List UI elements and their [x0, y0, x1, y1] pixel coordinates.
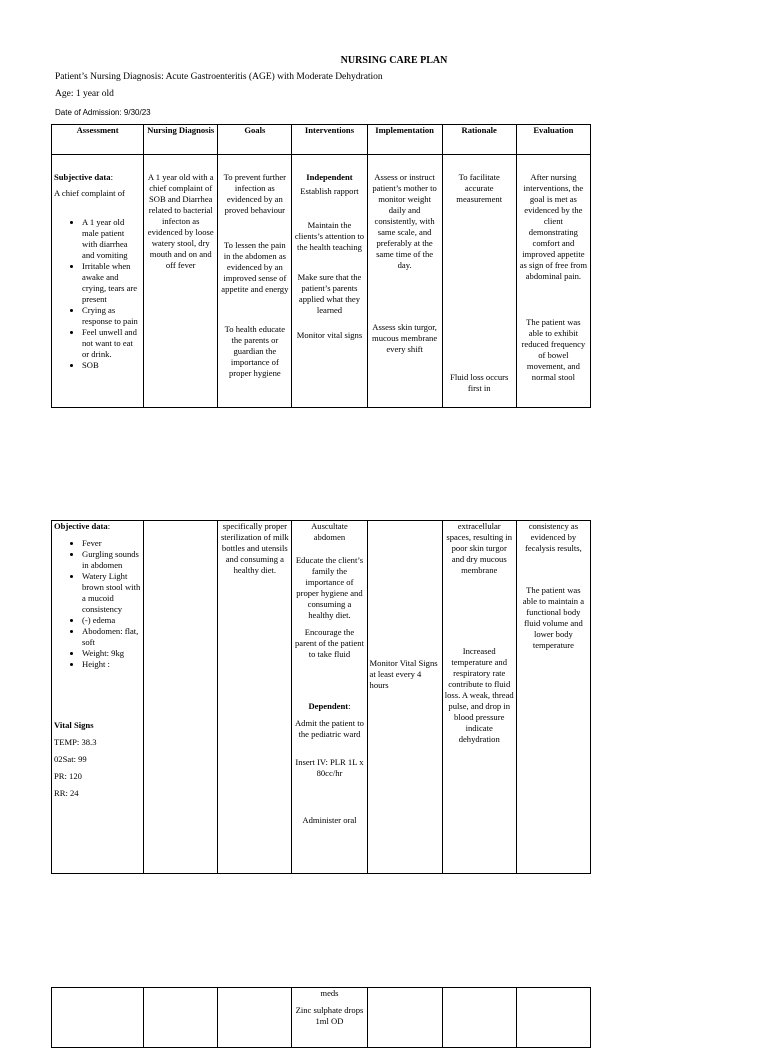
admission-line: Date of Admission: 9/30/23 [55, 108, 151, 117]
header-interventions: Interventions [292, 125, 367, 155]
intervention-text: Establish rapport [300, 186, 359, 196]
chief-complaint: A chief complaint of [54, 188, 125, 198]
intervention-text: Administer oral [302, 815, 357, 825]
intervention-text: Make sure that the patient’s parents applied what they learned [297, 272, 362, 315]
header-implementation: Implementation [367, 125, 442, 155]
vital-sign: PR: 120 [54, 771, 82, 781]
document-title: NURSING CARE PLAN [340, 55, 448, 66]
assessment-cell [52, 521, 144, 874]
vital-sign: TEMP: 38.3 [54, 737, 97, 747]
list-item: • Crying as response to pain [82, 305, 141, 327]
table-row [52, 155, 591, 408]
list-item: • Irritable when awake and crying, tears are present [82, 261, 141, 305]
header-nursing-diagnosis: Nursing Diagnosis [144, 125, 218, 155]
goal-text: To health educate the parents or guardian the importance of proper hygiene [224, 324, 286, 378]
objective-list [54, 538, 141, 670]
rationale-cell [442, 988, 516, 1048]
implementation-text: Assess skin turgor, mucous membrane every shift [372, 322, 438, 354]
list-item: • Weight: 9kg [82, 648, 141, 659]
subjective-colon: : [110, 172, 113, 182]
header-assessment: Assessment [52, 125, 144, 155]
care-plan-table-3 [51, 987, 591, 1048]
dependent-heading: Dependent [308, 701, 349, 711]
intervention-text: Zinc sulphate drops 1ml OD [295, 1005, 364, 1026]
interventions-cell [292, 155, 367, 408]
goals-cell [218, 988, 292, 1048]
evaluation-cell [516, 988, 590, 1048]
goal-text: To lessen the pain in the abdomen as evidenced by an improved sense of appetite and energy [221, 240, 289, 294]
intervention-text: Auscultate abdomen [311, 521, 348, 542]
list-item: • Abodomen: flat, soft [82, 626, 141, 648]
evaluation-cell [516, 155, 590, 408]
rationale-text: extracellular spaces, resulting in poor skin turgor and dry mucous membrane [446, 521, 513, 575]
goals-cell [218, 155, 292, 408]
assessment-cell [52, 155, 144, 408]
diagnosis-cell [144, 988, 218, 1048]
list-item: • (-) edema [82, 615, 141, 626]
evaluation-text: After nursing interventions, the goal is met as evidenced by the client demonstrating comfort and improved appetite as sign of free from abdominal pain. [519, 172, 588, 281]
intervention-text: Admit the patient to the pediatric ward [294, 718, 364, 739]
dependent-colon: : [348, 701, 351, 711]
list-item: • Gurgling sounds in abdomen [82, 549, 141, 571]
diagnosis-line: Patient’s Nursing Diagnosis: Acute Gastroenteritis (AGE) with Moderate Dehydration [55, 72, 383, 82]
list-item: • Height : [82, 659, 141, 670]
diagnosis-text: A 1 year old with a chief complaint of SOB and Diarrhea related to bacterial infecton as evidenced by loose watery stool, dry mouth and on and off fever [147, 172, 214, 270]
diagnosis-cell [144, 521, 218, 874]
vital-sign: RR: 24 [54, 788, 79, 798]
implementation-cell [367, 521, 442, 874]
interventions-cell [292, 988, 367, 1048]
header-rationale: Rationale [442, 125, 516, 155]
rationale-cell [442, 155, 516, 408]
header-goals: Goals [218, 125, 292, 155]
objective-heading: Objective data [54, 521, 108, 531]
independent-heading: Independent [306, 172, 353, 182]
intervention-text: Maintain the clients’s attention to the health teaching [294, 220, 365, 252]
table-row [52, 521, 591, 874]
intervention-text: meds [320, 988, 339, 998]
rationale-cell [442, 521, 516, 874]
objective-colon: : [107, 521, 111, 531]
care-plan-table-1 [51, 124, 591, 408]
interventions-cell [292, 521, 367, 874]
intervention-text: Encourage the parent of the patient to take fluid [294, 627, 364, 659]
intervention-text: Monitor vital signs [296, 330, 363, 340]
implementation-cell [367, 155, 442, 408]
table-row [52, 988, 591, 1048]
diagnosis-cell [144, 155, 218, 408]
list-item: • Fever [82, 538, 141, 549]
header-row [52, 125, 591, 155]
implementation-cell [367, 988, 442, 1048]
intervention-text: Insert IV: PLR 1L x 80cc/hr [295, 757, 364, 778]
evaluation-text: The patient was able to maintain a functional body fluid volume and lower body temperature [522, 585, 585, 650]
goal-text: To prevent further infection as evidenced by an proved behaviour [223, 172, 287, 215]
rationale-text: Increased temperature and respiratory rate contribute to fluid loss. A weak, thread pulse, and drop in blood pressure indicate dehydration [444, 646, 514, 744]
goals-cell [218, 521, 292, 874]
implementation-text: Assess or instruct patient’s mother to monitor weight daily and consistently, with same scale, and preferably at the same time of the day. [372, 172, 437, 270]
evaluation-cell [516, 521, 590, 874]
list-item: • SOB [82, 360, 141, 371]
rationale-text: To facilitate accurate measurement [456, 172, 503, 204]
care-plan-table-2 [51, 520, 591, 874]
evaluation-text: The patient was able to exhibit reduced frequency of bowel movement, and normal stool [521, 317, 586, 382]
list-item: • Feel unwell and not want to eat or drink. [82, 327, 141, 360]
rationale-text: Fluid loss occurs first in [450, 372, 509, 393]
assessment-cell [52, 988, 144, 1048]
vital-sign: 02Sat: 99 [54, 754, 87, 764]
evaluation-text: consistency as evidenced by fecalysis results, [524, 521, 582, 553]
subjective-list [54, 217, 141, 371]
age-line: Age: 1 year old [55, 89, 114, 99]
subjective-heading: Subjective data [54, 172, 111, 182]
list-item: • A 1 year old male patient with diarrhea and vomiting [82, 217, 141, 261]
list-item: • Watery Light brown stool with a mucoid consistency [82, 571, 141, 615]
vital-signs-heading: Vital Signs [54, 720, 94, 730]
goal-text: specifically proper sterilization of milk bottles and utensils and consuming a healthy diet. [220, 521, 289, 575]
implementation-text: Monitor Vital Signs at least every 4 hours [369, 658, 438, 690]
header-evaluation: Evaluation [516, 125, 590, 155]
intervention-text: Educate the client’s family the importance of proper hygiene and consuming a healthy diet. [295, 555, 364, 620]
